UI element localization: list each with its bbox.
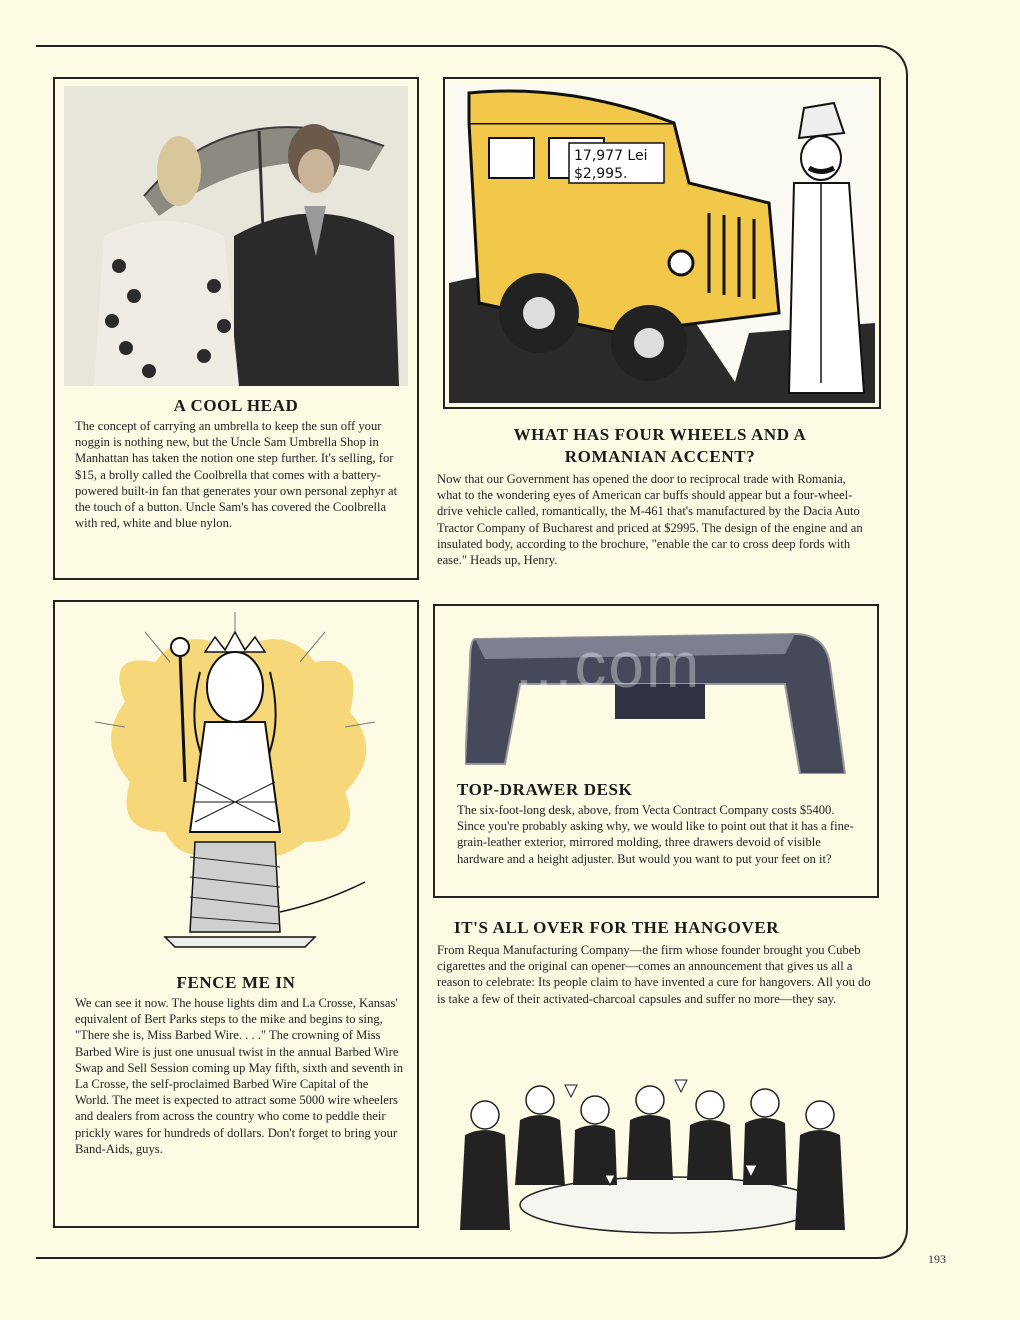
four-wheels-title: WHAT HAS FOUR WHEELS AND A ROMANIAN ACCENT? <box>513 425 807 466</box>
banquet-illustration <box>445 1065 870 1235</box>
barbed-wire-queen-illustration <box>85 612 385 952</box>
hangover-body: From Requa Manufacturing Company—the firm whose founder brought you Cubeb cigarettes and the original can opener—comes an announcement that gives us all a reason to celebrate: Its people claim to have invented a cure for hangovers. All you do is take a few of their activated-charcoal capsules and suffer no more—they say. <box>437 943 871 1006</box>
umbrella-photo <box>64 86 408 386</box>
desk-title: TOP-DRAWER DESK <box>457 780 633 799</box>
fence-title: FENCE ME IN <box>176 973 296 992</box>
hangover-title: IT'S ALL OVER FOR THE HANGOVER <box>454 918 780 937</box>
jeep-illustration-box <box>443 77 881 409</box>
price-tag-lei: 17,977 Lei <box>574 148 648 164</box>
page-number: 193 <box>928 1252 946 1266</box>
four-wheels-body: Now that our Government has opened the door to reciprocal trade with Romania, what to the wondering eyes of American car buffs should appear but a four-wheel-drive vehicle called, romantically, the M-461 that's manufactured by the Dacia Auto Tractor Company of Bucharest and priced at $2995. The design of the engine and an insulated body, according to the brochure, "enable the car to cross deep fords with ease." Heads up, Henry. <box>437 472 863 568</box>
cool-head-body: The concept of carrying an umbrella to keep the sun off your noggin is nothing new, but the Uncle Sam Umbrella Shop in Manhattan has taken the notion one step further. It's selling, for $15, a brolly called the Coolbrella that comes with a battery-powered built-in fan that generates your own personal zephyr at the touch of a button. Uncle Sam's has covered the Coolbrella with red, white and blue nylon. <box>75 419 398 531</box>
fence-body: We can see it now. The house lights dim and La Crosse, Kansas' equivalent of Bert Parks steps to the mike and begins to sing, "There she is, Miss Barbed Wire. . . ." The crowning of Miss Barbed Wire is just one unusual twist in the annual Barbed Wire Swap and Sell Session coming up May fifth, sixth and seventh in La Crosse, the self-proclaimed Barbed Wire Capital of the World. The meet is expected to attract some 5000 wire wheelers and dealers from across the country who come to peddle their prickly wares for hundreds of dollars. Don't forget to bring your Band-Aids, guys. <box>75 996 404 1156</box>
cool-head-title: A COOL HEAD <box>173 396 299 415</box>
price-tag-dollars: $2,995. <box>574 166 628 182</box>
jeep-illustration <box>449 83 875 403</box>
desk-body: The six-foot-long desk, above, from Vecta Contract Company costs $5400. Since you're probably asking why, we would like to point out that it has a fine-grain-leather exterior, mirrored molding, three drawers devoid of visible hardware and a height adjuster. But would you want to put your feet on it? <box>457 803 854 866</box>
watermark: ...com <box>515 629 702 701</box>
article-fence-me-in <box>53 600 419 1228</box>
article-cool-head <box>53 77 419 580</box>
